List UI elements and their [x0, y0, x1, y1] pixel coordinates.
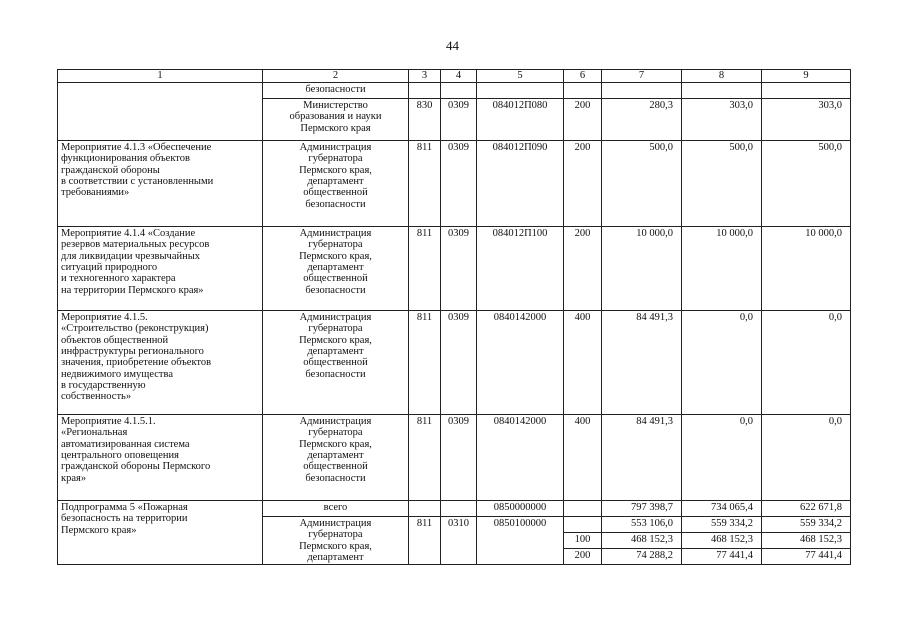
year3-cell: 500,0: [762, 141, 851, 227]
cs-cell: [477, 83, 564, 99]
year2-cell: 303,0: [682, 99, 762, 141]
vr-cell: 200: [564, 99, 602, 141]
rz-cell: 0309: [441, 227, 477, 311]
organization-cell: Администрация губернатора Пермского края, департамент общественной безопасности: [263, 415, 409, 501]
subprogram-total-row: [58, 501, 851, 517]
organization-cell: Администрация губернатора Пермского края, департамент общественной безопасности: [263, 141, 409, 227]
activity-cell: Мероприятие 4.1.4 «Создание резервов материальных ресурсов для ликвидации чрезвычайных ситуаций природного и техногенного характера на территории Пермского края»: [58, 227, 263, 311]
table-row: [58, 83, 851, 99]
column-number-row: [58, 70, 851, 83]
gr-cell: 811: [409, 311, 441, 415]
vr-cell: 200: [564, 549, 602, 565]
column-header: 7: [602, 70, 682, 83]
organization-cell: Администрация губернатора Пермского края, департамент общественной безопасности: [263, 227, 409, 311]
rz-cell: 0310: [441, 517, 477, 565]
activity-cell: Мероприятие 4.1.3 «Обеспечение функционирования объектов гражданской обороны в соответствии с установленными требованиями»: [58, 141, 263, 227]
column-header: 3: [409, 70, 441, 83]
year1-cell: 797 398,7: [602, 501, 682, 517]
table-row: [58, 415, 851, 501]
year1-cell: 84 491,3: [602, 415, 682, 501]
cs-cell: 084012П100: [477, 227, 564, 311]
rz-cell: 0309: [441, 311, 477, 415]
rz-cell: 0309: [441, 415, 477, 501]
year3-cell: 303,0: [762, 99, 851, 141]
column-header: 6: [564, 70, 602, 83]
year2-cell: 468 152,3: [682, 533, 762, 549]
year2-cell: 0,0: [682, 415, 762, 501]
year3-cell: 77 441,4: [762, 549, 851, 565]
year2-cell: 500,0: [682, 141, 762, 227]
year1-cell: [602, 83, 682, 99]
year1-cell: 468 152,3: [602, 533, 682, 549]
year1-cell: 74 288,2: [602, 549, 682, 565]
organization-cell: всего: [263, 501, 409, 517]
year1-cell: 500,0: [602, 141, 682, 227]
year1-cell: 280,3: [602, 99, 682, 141]
organization-cell: Министерство образования и науки Пермского края: [263, 99, 409, 141]
gr-cell: 811: [409, 415, 441, 501]
year2-cell: 77 441,4: [682, 549, 762, 565]
activity-cell: [58, 83, 263, 141]
rz-cell: [441, 83, 477, 99]
activity-cell: Мероприятие 4.1.5.1. «Региональная автоматизированная система центрального оповещения гражданской обороны Пермского края»: [58, 415, 263, 501]
year2-cell: 734 065,4: [682, 501, 762, 517]
year2-cell: [682, 83, 762, 99]
year1-cell: 10 000,0: [602, 227, 682, 311]
activity-cell: Мероприятие 4.1.5. «Строительство (реконструкция) объектов общественной инфраструктуры регионального значения, приобретение объектов недвижимого имущества в государственную собственность»: [58, 311, 263, 415]
vr-cell: 400: [564, 311, 602, 415]
cs-cell: 0850000000: [477, 501, 564, 517]
organization-cell: Администрация губернатора Пермского края, департамент общественной безопасности: [263, 311, 409, 415]
vr-cell: 400: [564, 415, 602, 501]
cs-cell: 084012П080: [477, 99, 564, 141]
gr-cell: 811: [409, 227, 441, 311]
cs-cell: 0850100000: [477, 517, 564, 565]
rz-cell: 0309: [441, 99, 477, 141]
year3-cell: 622 671,8: [762, 501, 851, 517]
subprogram-title-cell: Подпрограмма 5 «Пожарная безопасность на территории Пермского края»: [58, 501, 263, 565]
vr-cell: 100: [564, 533, 602, 549]
budget-table: [57, 69, 851, 565]
gr-cell: 830: [409, 99, 441, 141]
column-header: 5: [477, 70, 564, 83]
year1-cell: 553 106,0: [602, 517, 682, 533]
year3-cell: 559 334,2: [762, 517, 851, 533]
cs-cell: 0840142000: [477, 415, 564, 501]
organization-cell: безопасности: [263, 83, 409, 99]
year3-cell: 0,0: [762, 311, 851, 415]
gr-cell: 811: [409, 517, 441, 565]
vr-cell: 200: [564, 141, 602, 227]
column-header: 4: [441, 70, 477, 83]
rz-cell: 0309: [441, 141, 477, 227]
column-header: 1: [58, 70, 263, 83]
year1-cell: 84 491,3: [602, 311, 682, 415]
table-row: [58, 227, 851, 311]
column-header: 9: [762, 70, 851, 83]
year3-cell: 0,0: [762, 415, 851, 501]
table-row: [58, 311, 851, 415]
vr-cell: 200: [564, 227, 602, 311]
gr-cell: [409, 83, 441, 99]
year3-cell: 468 152,3: [762, 533, 851, 549]
year2-cell: 0,0: [682, 311, 762, 415]
page-number: 44: [446, 38, 459, 53]
year2-cell: 10 000,0: [682, 227, 762, 311]
vr-cell: [564, 83, 602, 99]
gr-cell: 811: [409, 141, 441, 227]
column-header: 8: [682, 70, 762, 83]
year2-cell: 559 334,2: [682, 517, 762, 533]
table-row: [58, 141, 851, 227]
year3-cell: 10 000,0: [762, 227, 851, 311]
cs-cell: 084012П090: [477, 141, 564, 227]
column-header: 2: [263, 70, 409, 83]
cs-cell: 0840142000: [477, 311, 564, 415]
organization-cell: Администрация губернатора Пермского края, департамент: [263, 517, 409, 565]
year3-cell: [762, 83, 851, 99]
